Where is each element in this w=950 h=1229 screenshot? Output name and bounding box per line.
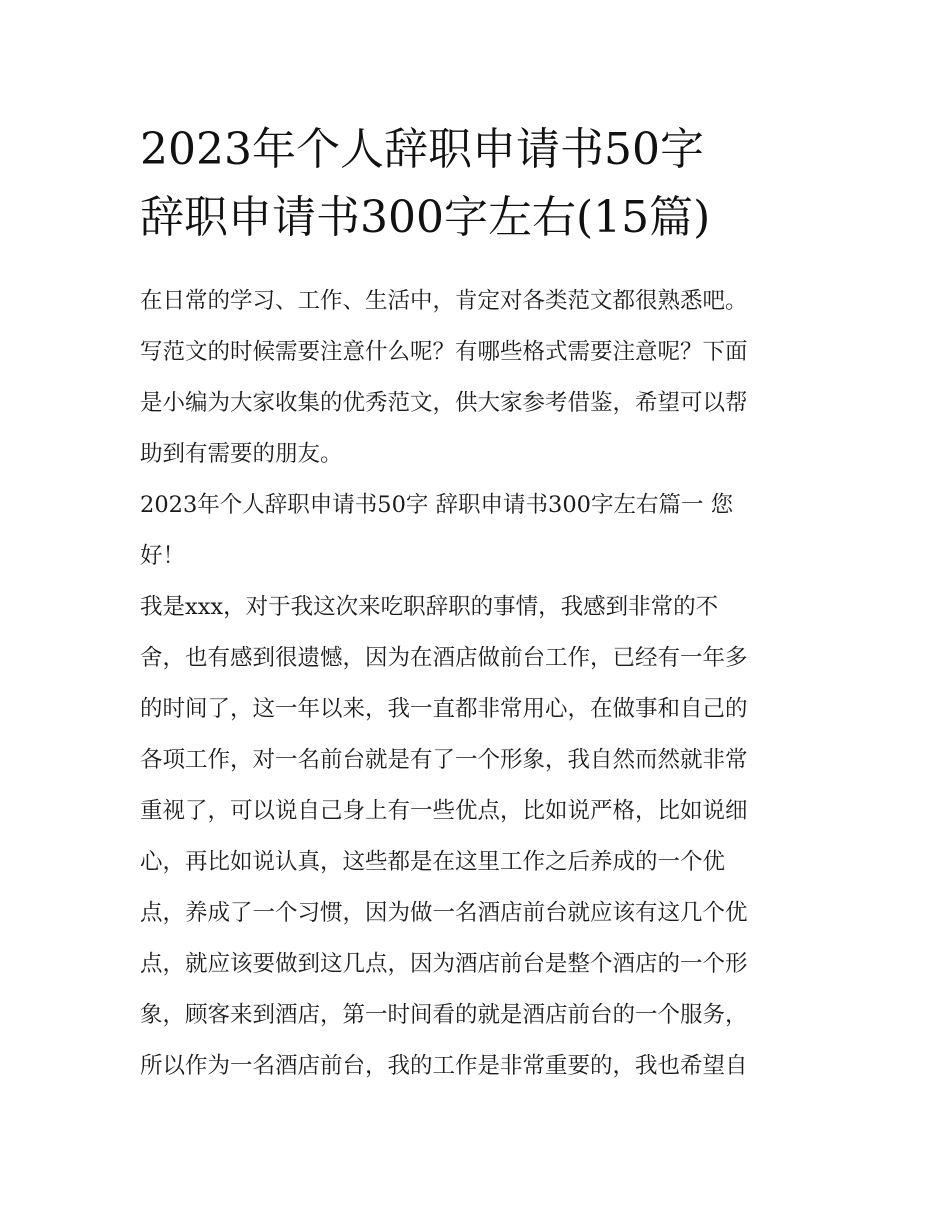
body-line: 舍，也有感到很遗憾，因为在酒店做前台工作，已经有一年多	[140, 645, 748, 671]
body-line: 是小编为大家收集的优秀范文，供大家参考借鉴，希望可以帮	[140, 390, 748, 416]
title-line-1: 2023年个人辞职申请书50字	[140, 124, 704, 175]
body-line: 好！	[140, 543, 186, 569]
body-line: 点，养成了一个习惯，因为做一名酒店前台就应该有这几个优	[140, 900, 748, 926]
title-line-2: 辞职申请书300字左右(15篇)	[140, 192, 711, 243]
body-line: 的时间了，这一年以来，我一直都非常用心，在做事和自己的	[140, 696, 748, 722]
body-line: 点，就应该要做到这几点，因为酒店前台是整个酒店的一个形	[140, 951, 748, 977]
body-line: 心，再比如说认真，这些都是在这里工作之后养成的一个优	[140, 849, 726, 875]
body-line: 我是xxx，对于我这次来吃职辞职的事情，我感到非常的不	[140, 594, 719, 620]
body-line: 2023年个人辞职申请书50字 辞职申请书300字左右篇一 您	[140, 492, 734, 518]
body-line: 写范文的时候需要注意什么呢？有哪些格式需要注意呢？下面	[140, 339, 748, 365]
body-line: 重视了，可以说自己身上有一些优点，比如说严格，比如说细	[140, 798, 748, 824]
document-body	[140, 276, 830, 1092]
body-line: 象，顾客来到酒店，第一时间看的就是酒店前台的一个服务，	[140, 1002, 748, 1028]
document-title	[140, 116, 820, 252]
body-line: 各项工作，对一名前台就是有了一个形象，我自然而然就非常	[140, 747, 748, 773]
body-line: 所以作为一名酒店前台，我的工作是非常重要的，我也希望自	[140, 1053, 748, 1079]
body-line: 助到有需要的朋友。	[140, 441, 343, 467]
body-line: 在日常的学习、工作、生活中，肯定对各类范文都很熟悉吧。	[140, 288, 748, 314]
